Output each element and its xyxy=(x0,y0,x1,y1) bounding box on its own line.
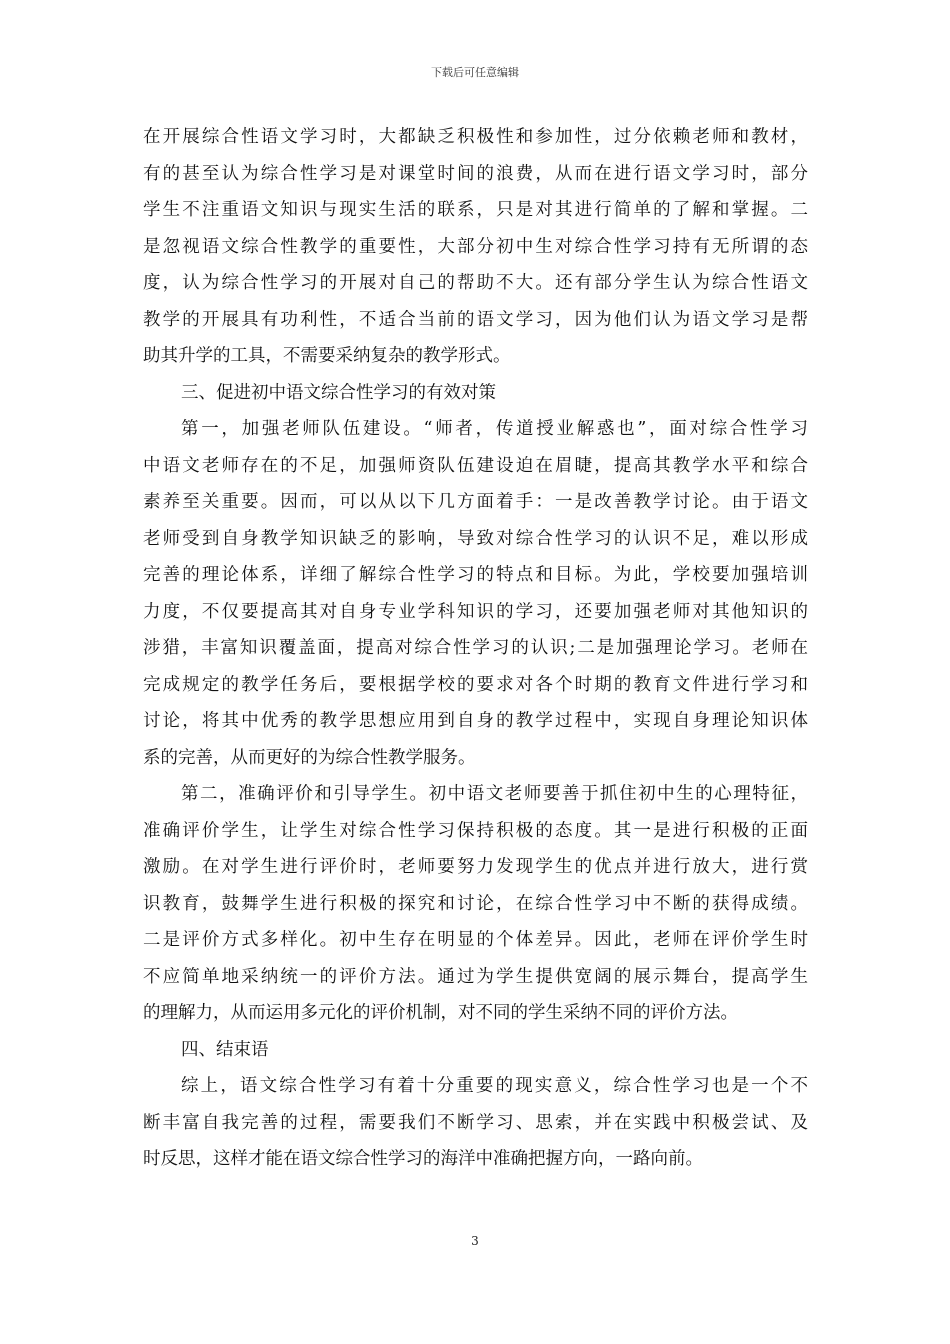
text-line: 断丰富自我完善的过程，需要我们不断学习、思索，并在实践中积极尝试、及 xyxy=(143,1112,808,1133)
text-line: 三、促进初中语文综合性学习的有效对策 xyxy=(181,382,496,403)
text-line: 力度，不仅要提高其对自身专业学科知识的学习，还要加强老师对其他知识的 xyxy=(143,601,808,622)
text-line: 中语文老师存在的不足，加强师资队伍建设迫在眉睫，提高其教学水平和综合 xyxy=(143,455,808,476)
text-line: 准确评价学生，让学生对综合性学习保持积极的态度。其一是进行积极的正面 xyxy=(143,820,808,841)
text-line: 是忽视语文综合性教学的重要性，大部分初中生对综合性学习持有无所谓的态 xyxy=(143,236,808,257)
text-line: 识教育，鼓舞学生进行积极的探究和讨论，在综合性学习中不断的获得成绩。 xyxy=(143,893,808,914)
text-line: 的理解力，从而运用多元化的评价机制，对不同的学生采纳不同的评价方法。 xyxy=(143,1003,738,1023)
page-number: 3 xyxy=(471,1234,479,1248)
text-line: 四、结束语 xyxy=(181,1039,269,1060)
text-line: 教学的开展具有功利性，不适合当前的语文学习，因为他们认为语文学习是帮 xyxy=(143,309,808,330)
text-line: 素养至关重要。因而，可以从以下几方面着手：一是改善教学讨论。由于语文 xyxy=(143,492,808,512)
text-line: 讨论，将其中优秀的教学思想应用到自身的教学过程中，实现自身理论知识体 xyxy=(143,711,808,731)
text-line: 第一，加强老师队伍建设。“师者，传道授业解惑也”，面对综合性学习 xyxy=(181,419,808,439)
page-header: 下载后可任意编辑 xyxy=(431,66,519,79)
text-line: 在开展综合性语文学习时，大都缺乏积极性和参加性，过分依赖老师和教材， xyxy=(143,127,808,147)
text-line: 二是评价方式多样化。初中生存在明显的个体差异。因此，老师在评价学生时 xyxy=(143,930,808,950)
text-line: 综上，语文综合性学习有着十分重要的现实意义，综合性学习也是一个不 xyxy=(181,1076,808,1096)
text-line: 有的甚至认为综合性学习是对课堂时间的浪费，从而在进行语文学习时，部分 xyxy=(143,163,808,184)
text-line: 第二，准确评价和引导学生。初中语文老师要善于抓住初中生的心理特征， xyxy=(181,784,808,804)
text-line: 完成规定的教学任务后，要根据学校的要求对各个时期的教育文件进行学习和 xyxy=(143,674,808,695)
document-body xyxy=(143,119,808,1178)
text-line: 激励。在对学生进行评价时，老师要努力发现学生的优点并进行放大，进行赏 xyxy=(143,857,808,877)
text-line: 不应简单地采纳统一的评价方法。通过为学生提供宽阔的展示舞台，提高学生 xyxy=(143,966,808,987)
text-line: 完善的理论体系，详细了解综合性学习的特点和目标。为此，学校要加强培训 xyxy=(143,565,808,585)
text-line: 老师受到自身教学知识缺乏的影响，导致对综合性学习的认识不足，难以形成 xyxy=(143,528,808,549)
text-line: 助其升学的工具，不需要采纳复杂的教学形式。 xyxy=(143,346,511,366)
text-line: 学生不注重语文知识与现实生活的联系，只是对其进行简单的了解和掌握。二 xyxy=(143,200,808,220)
text-line: 涉猎，丰富知识覆盖面，提高对综合性学习的认识;二是加强理论学习。老师在 xyxy=(143,638,808,658)
text-line: 度，认为综合性学习的开展对自己的帮助不大。还有部分学生认为综合性语文 xyxy=(143,273,808,293)
text-line: 系的完善，从而更好的为综合性教学服务。 xyxy=(143,747,476,768)
text-line: 时反思，这样才能在语文综合性学习的海洋中准确把握方向，一路向前。 xyxy=(143,1149,703,1169)
